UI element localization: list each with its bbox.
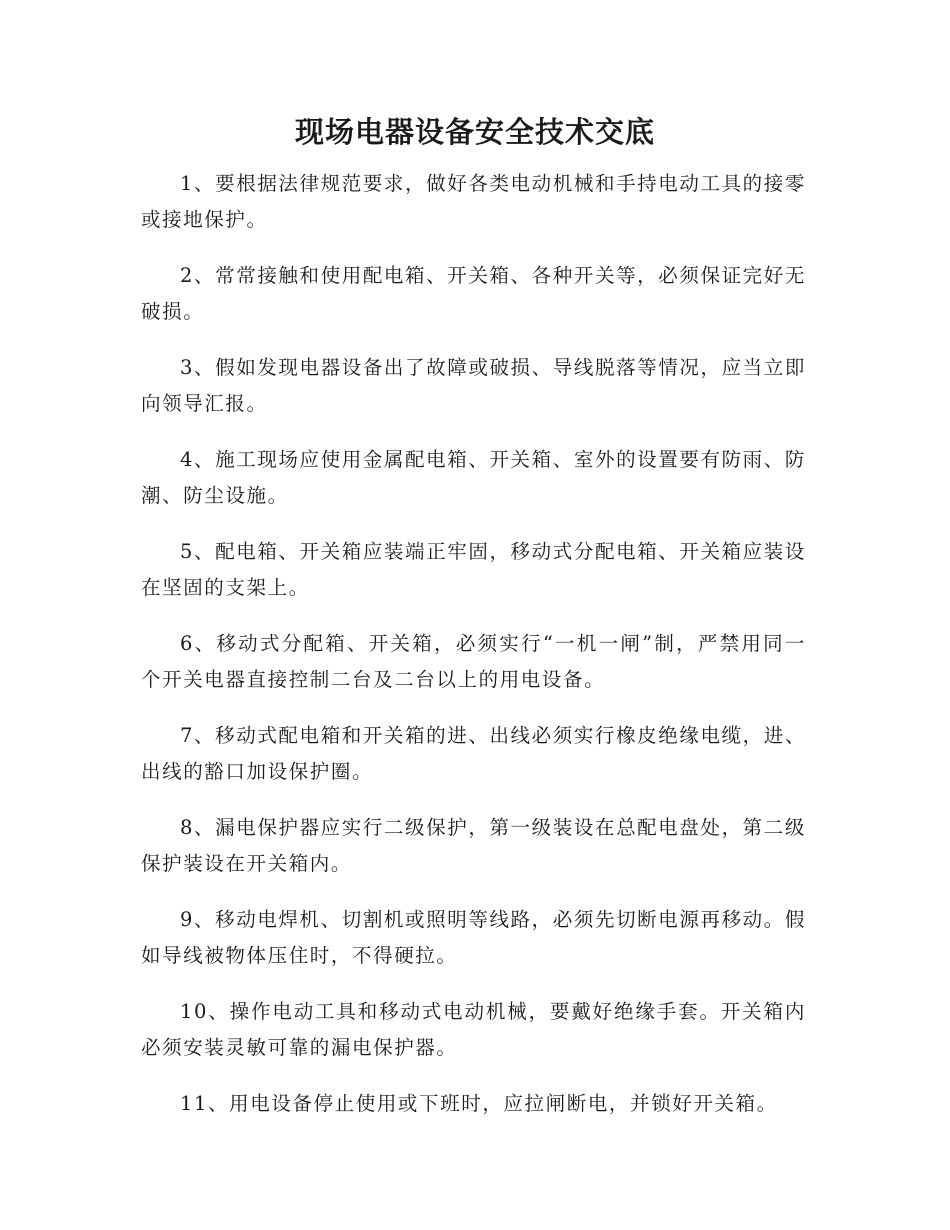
list-item: 3、假如发现电器设备出了故障或破损、导线脱落等情况，应当立即向领导汇报。 bbox=[141, 356, 806, 415]
list-item: 2、常常接触和使用配电箱、开关箱、各种开关等，必须保证完好无破损。 bbox=[141, 264, 806, 323]
item-list bbox=[141, 166, 806, 1142]
list-item: 6、移动式分配箱、开关箱，必须实行“一机一闸”制，严禁用同一个开关电器直接控制二台及二台以上的用电设备。 bbox=[141, 632, 806, 691]
list-item: 1、要根据法律规范要求，做好各类电动机械和手持电动工具的接零或接地保护。 bbox=[141, 172, 806, 231]
list-item: 8、漏电保护器应实行二级保护，第一级装设在总配电盘处，第二级保护装设在开关箱内。 bbox=[141, 816, 806, 875]
list-item: 7、移动式配电箱和开关箱的进、出线必须实行橡皮绝缘电缆，进、出线的豁口加设保护圈。 bbox=[141, 724, 806, 783]
list-item: 9、移动电焊机、切割机或照明等线路，必须先切断电源再移动。假如导线被物体压住时，不得硬拉。 bbox=[141, 908, 806, 967]
list-item: 11、用电设备停止使用或下班时，应拉闸断电，并锁好开关箱。 bbox=[180, 1092, 778, 1115]
list-item: 5、配电箱、开关箱应装端正牢固，移动式分配电箱、开关箱应装设在坚固的支架上。 bbox=[141, 540, 806, 599]
list-item: 4、施工现场应使用金属配电箱、开关箱、室外的设置要有防雨、防潮、防尘设施。 bbox=[141, 448, 806, 507]
list-item: 10、操作电动工具和移动式电动机械，要戴好绝缘手套。开关箱内必须安装灵敏可靠的漏电保护器。 bbox=[141, 1000, 806, 1059]
document-title: 现场电器设备安全技术交底 bbox=[294, 115, 655, 149]
